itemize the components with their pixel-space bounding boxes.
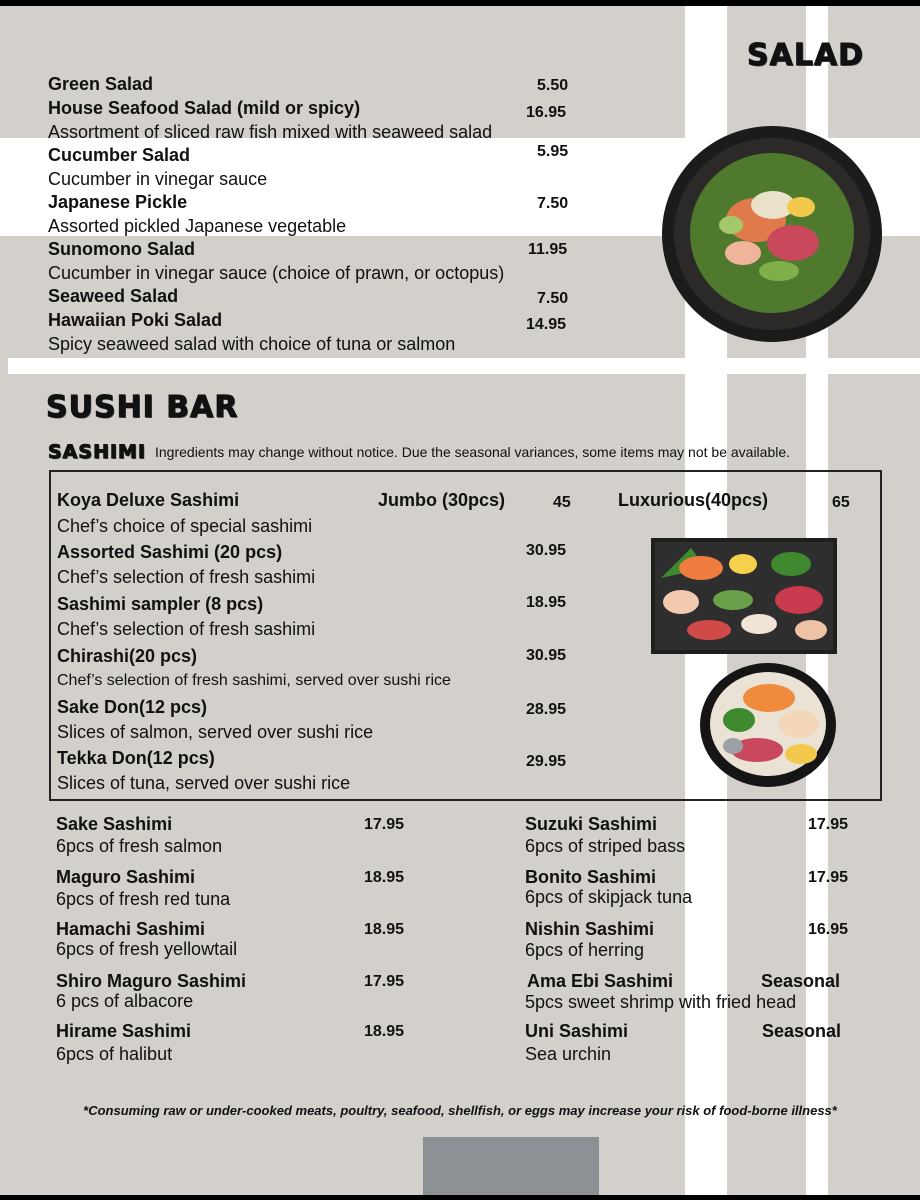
boxed-item-desc: Chef’s selection of fresh sashimi	[57, 567, 316, 587]
sashimi-item-price: 16.95	[808, 921, 849, 938]
salad-item-desc: Cucumber in vinegar sauce	[48, 169, 268, 189]
boxed-item-price: 18.95	[526, 594, 567, 611]
seasonal-notice: Ingredients may change without notice. Due the seasonal variances, some items may not be available.	[155, 444, 791, 460]
sashimi-item-name: Hirame Sashimi	[56, 1021, 192, 1041]
sashimi-item-price: Seasonal	[762, 1021, 842, 1041]
deluxe-luxurious-price: 65	[832, 494, 850, 511]
salad-item-price: 5.95	[537, 143, 569, 160]
sashimi-item-price: 18.95	[364, 869, 405, 886]
deluxe-sashimi-desc: Chef’s choice of special sashimi	[57, 516, 313, 536]
sashimi-item-name: Maguro Sashimi	[56, 867, 196, 887]
sashimi-item-desc: 6 pcs of albacore	[56, 991, 194, 1011]
boxed-item-desc: Slices of salmon, served over sushi rice	[57, 722, 374, 742]
salad-item-desc: Spicy seaweed salad with choice of tuna or salmon	[48, 334, 456, 354]
boxed-item-name: Assorted Sashimi (20 pcs)	[57, 542, 283, 562]
bottom-border	[0, 1195, 920, 1200]
sashimi-item-desc: 5pcs sweet shrimp with fried head	[525, 992, 797, 1012]
salad-heading: SALAD	[747, 38, 865, 73]
salad-item-name: House Seafood Salad (mild or spicy)	[48, 98, 361, 118]
salad-item-price: 16.95	[526, 104, 567, 121]
salad-item-price: 5.50	[537, 77, 569, 94]
salad-item-name: Cucumber Salad	[48, 145, 191, 165]
salad-item-price: 7.50	[537, 290, 569, 307]
sashimi-item-name: Sake Sashimi	[56, 814, 173, 834]
boxed-item-price: 28.95	[526, 701, 567, 718]
salad-item-desc: Assorted pickled Japanese vegetable	[48, 216, 347, 236]
salad-item-name: Japanese Pickle	[48, 192, 188, 212]
sashimi-item-name: Suzuki Sashimi	[525, 814, 658, 834]
sashimi-subheading: SASHIMI	[48, 441, 147, 463]
boxed-item-name: Sake Don(12 pcs)	[57, 697, 208, 717]
salad-item-name: Green Salad	[48, 74, 154, 94]
seafood-salad-photo	[661, 125, 883, 343]
sashimi-item-desc: 6pcs of skipjack tuna	[525, 887, 693, 907]
salad-item-name: Sunomono Salad	[48, 239, 196, 259]
salad-item-name: Hawaiian Poki Salad	[48, 310, 223, 330]
boxed-item-price: 30.95	[526, 647, 567, 664]
boxed-item-price: 29.95	[526, 753, 567, 770]
footer-block	[423, 1137, 599, 1197]
sashimi-item-price: 18.95	[364, 921, 405, 938]
white-stripe-horizontal-2	[8, 358, 920, 374]
deluxe-luxurious-label: Luxurious(40pcs)	[618, 490, 769, 510]
sashimi-item-name: Ama Ebi Sashimi	[527, 971, 674, 991]
deluxe-sashimi-name: Koya Deluxe Sashimi	[57, 490, 240, 510]
sashimi-item-price: 17.95	[808, 816, 849, 833]
salad-item-price: 11.95	[528, 241, 568, 258]
boxed-item-desc: Chef’s selection of fresh sashimi, served over sushi rice	[57, 672, 451, 689]
sashimi-item-name: Shiro Maguro Sashimi	[56, 971, 247, 991]
boxed-item-price: 30.95	[526, 542, 567, 559]
sashimi-item-price: 17.95	[364, 973, 405, 990]
sashimi-item-price: 18.95	[364, 1023, 405, 1040]
sashimi-item-desc: 6pcs of herring	[525, 940, 645, 960]
sashimi-item-desc: Sea urchin	[525, 1044, 612, 1064]
sashimi-item-desc: 6pcs of fresh red tuna	[56, 889, 231, 909]
sashimi-item-desc: 6pcs of fresh salmon	[56, 836, 223, 856]
salad-item-desc: Cucumber in vinegar sauce (choice of prawn, or octopus)	[48, 263, 505, 283]
boxed-item-name: Chirashi(20 pcs)	[57, 646, 198, 666]
top-border	[0, 0, 920, 6]
chirashi-bowl-photo	[699, 662, 837, 788]
sashimi-item-price: Seasonal	[761, 971, 841, 991]
salad-item-price: 7.50	[537, 195, 569, 212]
boxed-item-desc: Chef’s selection of fresh sashimi	[57, 619, 316, 639]
food-safety-warning: *Consuming raw or under-cooked meats, poultry, seafood, shellfish, or eggs may increase your risk of food-borne illness*	[83, 1103, 837, 1118]
boxed-item-name: Sashimi sampler (8 pcs)	[57, 594, 264, 614]
deluxe-jumbo-label: Jumbo (30pcs)	[378, 490, 506, 510]
sashimi-item-price: 17.95	[808, 869, 849, 886]
sashimi-platter-photo	[651, 538, 837, 654]
sashimi-item-name: Hamachi Sashimi	[56, 919, 206, 939]
salad-item-desc: Assortment of sliced raw fish mixed with seaweed salad	[48, 122, 493, 142]
boxed-item-desc: Slices of tuna, served over sushi rice	[57, 773, 351, 793]
sushi-bar-heading: SUSHI BAR	[46, 390, 239, 425]
sashimi-item-desc: 6pcs of halibut	[56, 1044, 173, 1064]
sashimi-item-desc: 6pcs of striped bass	[525, 836, 686, 856]
salad-item-name: Seaweed Salad	[48, 286, 179, 306]
sashimi-item-name: Bonito Sashimi	[525, 867, 657, 887]
boxed-item-name: Tekka Don(12 pcs)	[57, 748, 215, 768]
salad-item-price: 14.95	[526, 316, 567, 333]
sashimi-item-price: 17.95	[364, 816, 405, 833]
deluxe-jumbo-price: 45	[553, 494, 571, 511]
sashimi-item-name: Nishin Sashimi	[525, 919, 655, 939]
sashimi-item-name: Uni Sashimi	[525, 1021, 629, 1041]
sashimi-item-desc: 6pcs of fresh yellowtail	[56, 939, 238, 959]
